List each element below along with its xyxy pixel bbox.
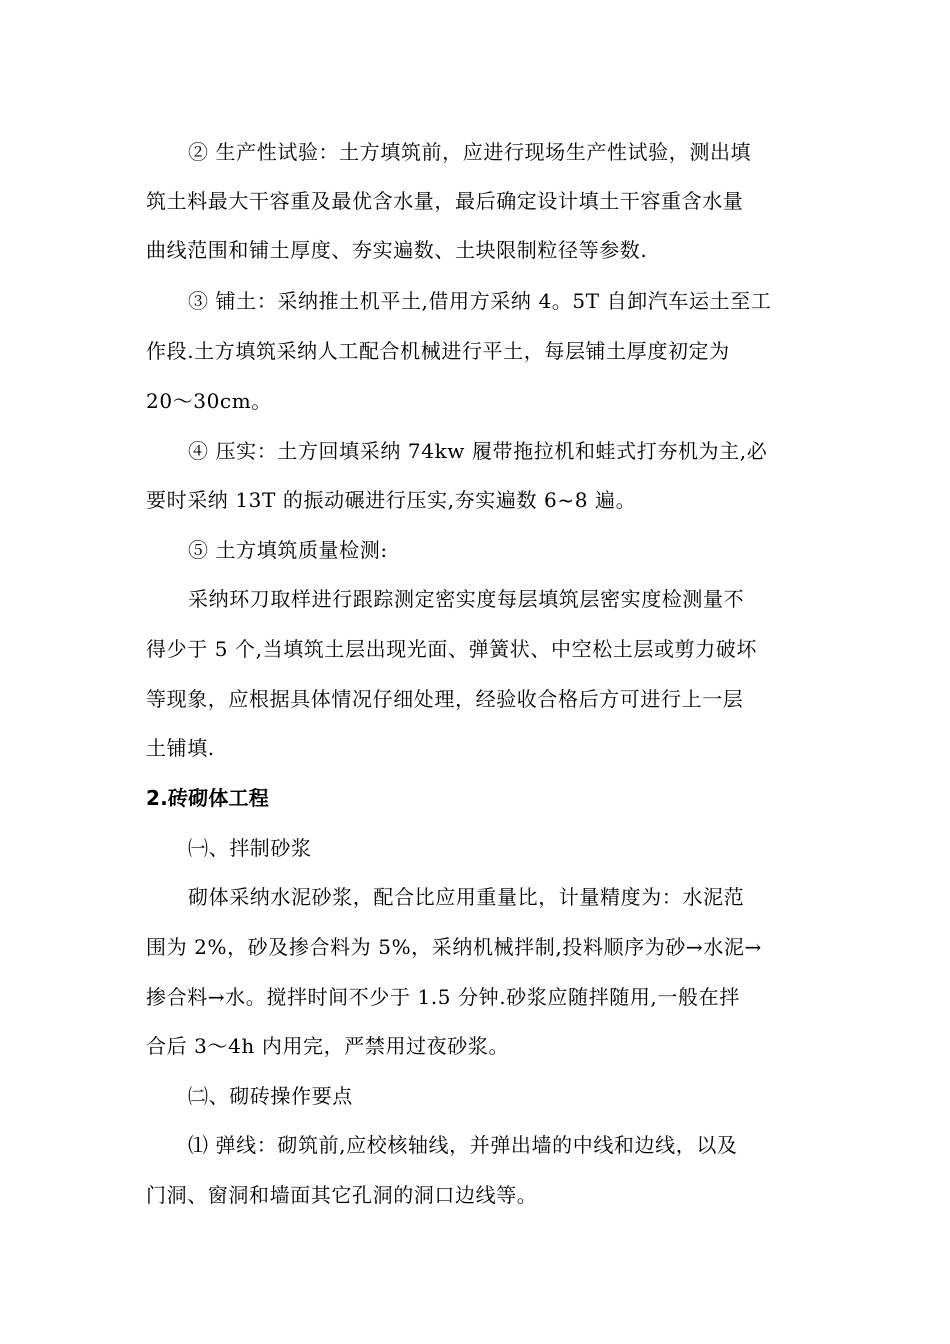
text-line: ④ 压实：土方回填采纳 74kw 履带拖拉机和蛙式打夯机为主,必 xyxy=(188,439,768,463)
text-line: 要时采纳 13T 的振动碾进行压实,夯实遍数 6~8 遍。 xyxy=(146,488,637,512)
text-line: 得少于 5 个,当填筑土层出现光面、弹簧状、中空松土层或剪力破坏 xyxy=(146,637,757,661)
text-line: 土铺填. xyxy=(146,736,215,760)
section-heading: 2.砖砌体工程 xyxy=(146,786,269,810)
text-line: 作段.土方填筑采纳人工配合机械进行平土，每层铺土厚度初定为 xyxy=(146,339,730,363)
text-line: ② 生产性试验：土方填筑前，应进行现场生产性试验，测出填 xyxy=(188,140,752,164)
text-line: 采纳环刀取样进行跟踪测定密实度每层填筑层密实度检测量不 xyxy=(188,587,745,611)
text-line: 等现象，应根据具体情况仔细处理，经验收合格后方可进行上一层 xyxy=(146,687,744,711)
subheading: ㈠、拌制砂浆 xyxy=(188,836,312,860)
text-line: 门洞、窗洞和墙面其它孔洞的洞口边线等。 xyxy=(146,1183,538,1207)
subheading: ㈡、砌砖操作要点 xyxy=(188,1084,353,1108)
text-line: 掺合料→水。搅拌时间不少于 1.5 分钟.砂浆应随拌随用,一般在拌 xyxy=(146,985,740,1009)
text-line: 合后 3～4h 内用完，严禁用过夜砂浆。 xyxy=(146,1034,510,1058)
text-line: 20～30cm。 xyxy=(146,389,272,413)
text-line: 围为 2%，砂及掺合料为 5%，采纳机械拌制,投料顺序为砂→水泥→ xyxy=(146,935,762,959)
text-line: ③ 铺土：采纳推土机平土,借用方采纳 4。5T 自卸汽车运土至工 xyxy=(188,289,772,313)
text-line: 砌体采纳水泥砂浆，配合比应用重量比，计量精度为：水泥范 xyxy=(188,885,745,909)
text-line: 曲线范围和铺土厚度、夯实遍数、土块限制粒径等参数. xyxy=(146,238,648,262)
text-line: ⑴ 弹线：砌筑前,应校核轴线，并弹出墙的中线和边线，以及 xyxy=(188,1133,738,1157)
text-line: ⑤ 土方填筑质量检测: xyxy=(188,538,388,562)
text-line: 筑土料最大干容重及最优含水量，最后确定设计填土干容重含水量 xyxy=(146,189,744,213)
